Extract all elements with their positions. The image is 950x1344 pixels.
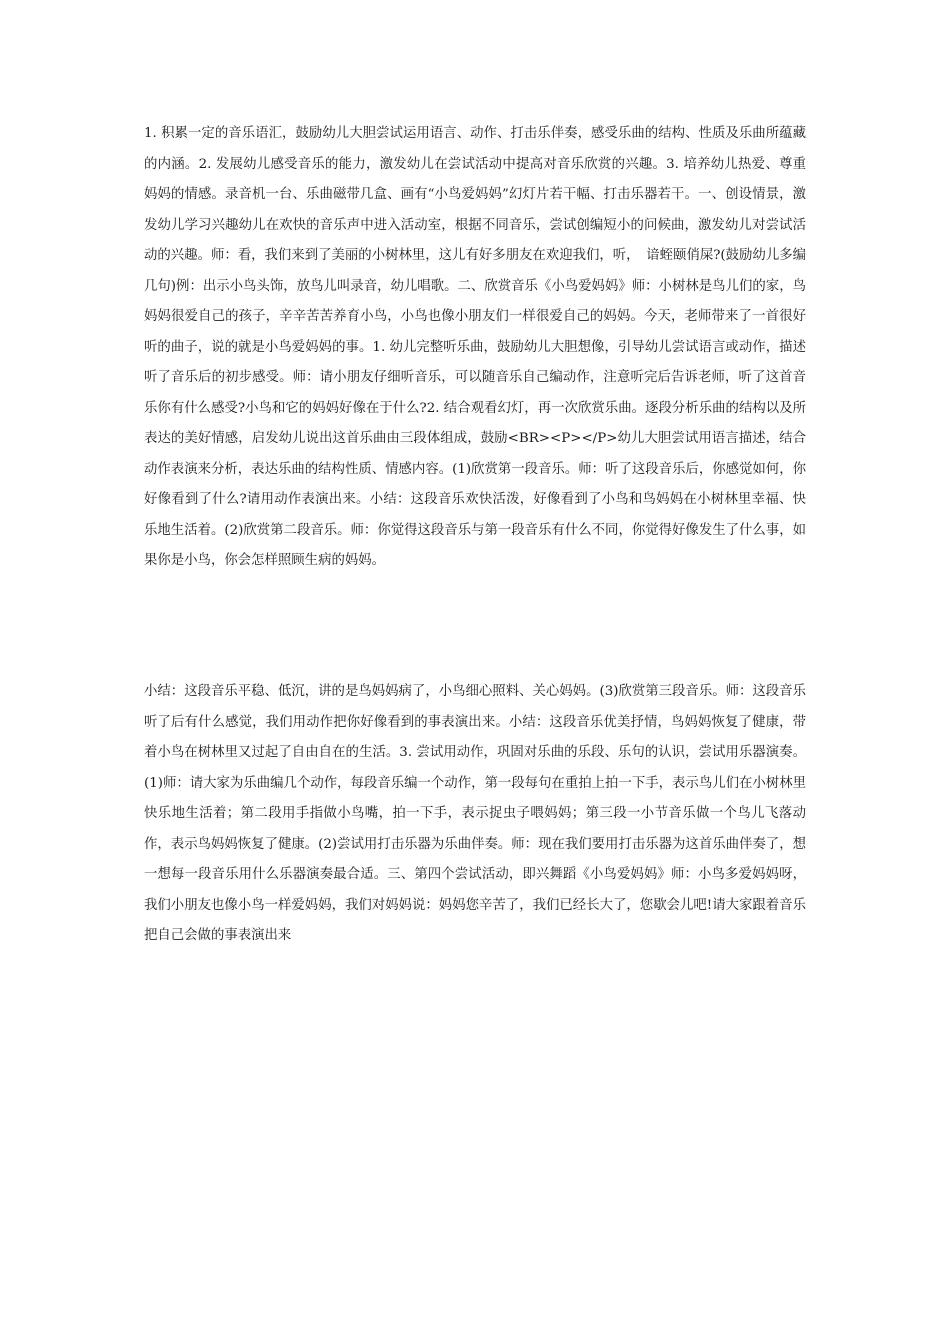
paragraph-activity-goals-and-process: 1. 积累一定的音乐语汇，鼓励幼儿大胆尝试运用语言、动作、打击乐伴奏，感受乐曲的结构、性质及乐曲所蕴藏的内涵。2. 发展幼儿感受音乐的能力，激发幼儿在尝试活动中提高对音乐欣赏的兴趣。3. 培养幼儿热爱、尊重妈妈的情感。录音机一台、乐曲磁带几盒、画有“小鸟爱妈妈”幻灯片若干幅、打击乐器若干。一、创设情景，激发幼儿学习兴趣幼儿在欢快的音乐声中进入活动室，根据不同音乐，尝试创编短小的问候曲，激发幼儿对尝试活动的兴趣。师：看，我们来到了美丽的小树林里，这儿有好多朋友在欢迎我们，听， 谙蛭颐俏屎?(鼓励幼儿多编几句)例：出示小鸟头饰，放鸟儿叫录音，幼儿唱歌。二、欣赏音乐《小鸟爱妈妈》师：小树林是鸟儿们的家，鸟妈妈很爱自己的孩子，辛辛苦苦养育小鸟，小鸟也像小朋友们一样很爱自己的妈妈。今天，老师带来了一首很好听的曲子，说的就是小鸟爱妈妈的事。1. 幼儿完整听乐曲，鼓励幼儿大胆想像，引导幼儿尝试语言或动作，描述听了音乐后的初步感受。师：请小朋友仔细听音乐，可以随音乐自己编动作，注意听完后告诉老师，听了这首音乐你有什么感受?小鸟和它的妈妈好像在于什么?2. 结合观看幻灯，再一次欣赏乐曲。逐段分析乐曲的结构以及所表达的美好情感，启发幼儿说出这首乐曲由三段体组成，鼓励<BR><P></P>幼儿大胆尝试用语言描述，结合动作表演来分析，表达乐曲的结构性质、情感内容。(1)欣赏第一段音乐。师：听了这段音乐后，你感觉如何，你好像看到了什么?请用动作表演出来。小结：这段音乐欢快活泼，好像看到了小鸟和鸟妈妈在小树林里幸福、快乐地生活着。(2)欣赏第二段音乐。师：你觉得这段音乐与第一段音乐有什么不同，你觉得好像发生了什么事，如果你是小鸟，你会怎样照顾生病的妈妈。 (144, 126, 806, 568)
paragraph-activity-summary-and-dance: 小结：这段音乐平稳、低沉，讲的是鸟妈妈病了，小鸟细心照料、关心妈妈。(3)欣赏第三段音乐。师：这段音乐听了后有什么感觉，我们用动作把你好像看到的事表演出来。小结：这段音乐优美抒情，鸟妈妈恢复了健康，带着小鸟在树林里又过起了自由自在的生活。3. 尝试用动作，巩固对乐曲的乐段、乐句的认识，尝试用乐器演奏。(1)师：请大家为乐曲编几个动作，每段音乐编一个动作，第一段每句在重拍上拍一下手，表示鸟儿们在小树林里快乐地生活着；第二段用手指做小鸟嘴，拍一下手，表示捉虫子喂妈妈；第三段一小节音乐做一个鸟儿飞落动作，表示鸟妈妈恢复了健康。(2)尝试用打击乐器为乐曲伴奏。师：现在我们要用打击乐器为这首乐曲伴奏了，想一想每一段音乐用什么乐器演奏最合适。三、第四个尝试活动，即兴舞蹈《小鸟爱妈妈》师：小鸟多爱妈妈呀，我们小朋友也像小鸟一样爱妈妈，我们对妈妈说：妈妈您辛苦了，我们已经长大了，您歇会儿吧!请大家跟着音乐把自己会做的事表演出来 (144, 684, 806, 943)
